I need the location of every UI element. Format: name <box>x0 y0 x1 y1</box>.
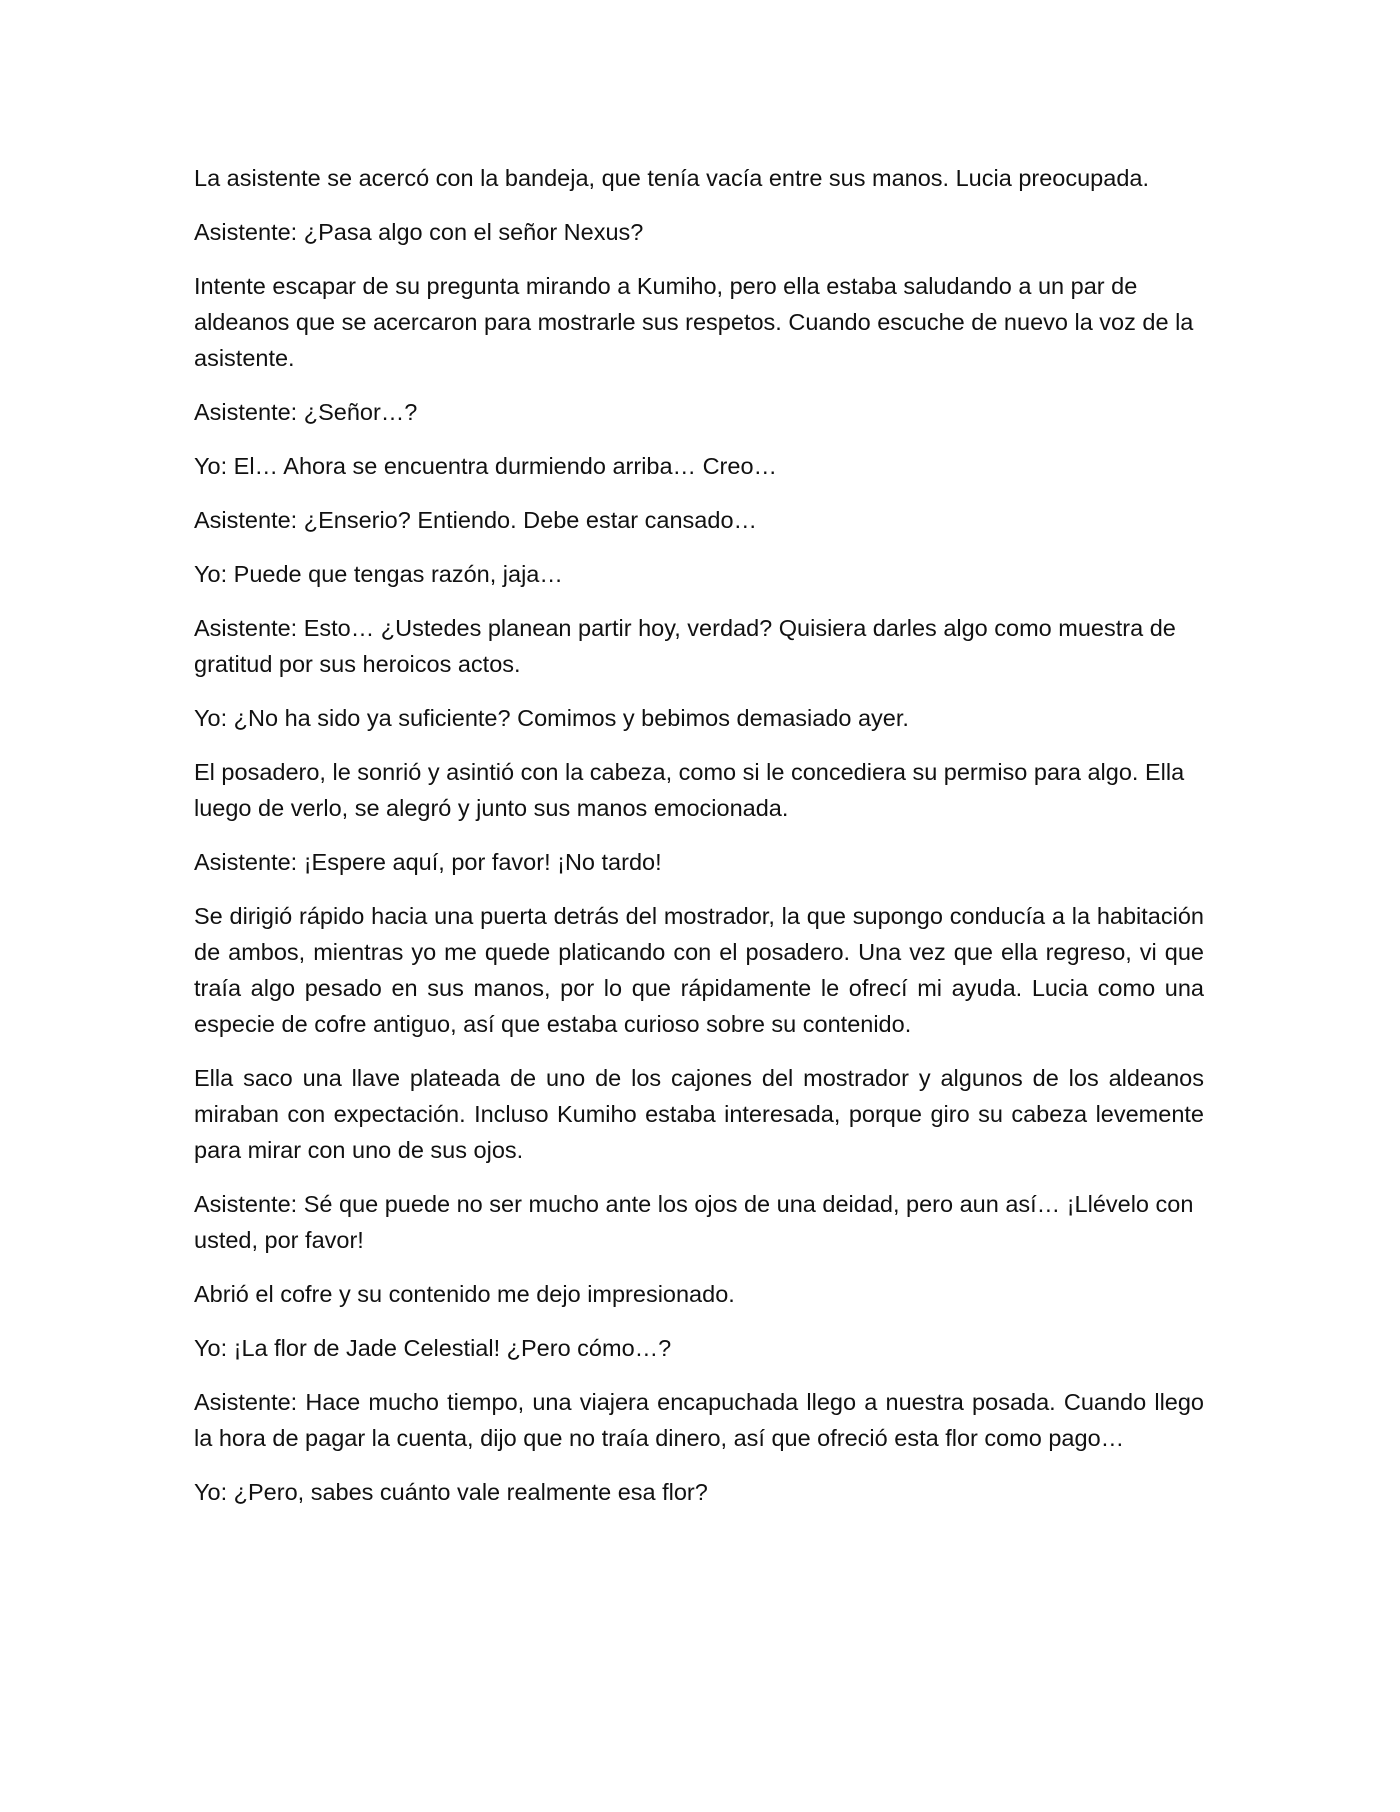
paragraph-11: Asistente: ¡Espere aquí, por favor! ¡No tardo! <box>194 849 662 875</box>
paragraph-16: Yo: ¡La flor de Jade Celestial! ¿Pero cómo…? <box>194 1335 672 1361</box>
paragraph-14: Asistente: Sé que puede no ser mucho ante los ojos de una deidad, pero aun así… ¡Llévelo con usted, por favor! <box>194 1191 1194 1253</box>
paragraph-12: Se dirigió rápido hacia una puerta detrás del mostrador, la que supongo conducía a la habitación de ambos, mientras yo me quede platicando con el posadero. Una vez que ella regreso, vi que traía algo pesado en sus manos, por lo que rápidamente le ofrecí mi ayuda. Lucia como una especie de cofre antiguo, así que estaba curioso sobre su contenido. <box>194 903 1204 1037</box>
paragraph-1: La asistente se acercó con la bandeja, que tenía vacía entre sus manos. Lucia preocupada. <box>194 165 1149 191</box>
paragraph-2: Asistente: ¿Pasa algo con el señor Nexus? <box>194 219 644 245</box>
paragraph-5: Yo: El… Ahora se encuentra durmiendo arriba… Creo… <box>194 453 778 479</box>
paragraph-8: Asistente: Esto… ¿Ustedes planean partir hoy, verdad? Quisiera darles algo como muestra de gratitud por sus heroicos actos. <box>194 615 1176 677</box>
paragraph-10: El posadero, le sonrió y asintió con la cabeza, como si le concediera su permiso para algo. Ella luego de verlo, se alegró y junto sus manos emocionada. <box>194 759 1185 821</box>
paragraph-3: Intente escapar de su pregunta mirando a Kumiho, pero ella estaba saludando a un par de aldeanos que se acercaron para mostrarle sus respetos. Cuando escuche de nuevo la voz de la asistente. <box>194 273 1194 371</box>
document-page <box>194 160 1204 1528</box>
paragraph-15: Abrió el cofre y su contenido me dejo impresionado. <box>194 1281 735 1307</box>
paragraph-6: Asistente: ¿Enserio? Entiendo. Debe estar cansado… <box>194 507 758 533</box>
paragraph-4: Asistente: ¿Señor…? <box>194 399 418 425</box>
paragraph-13: Ella saco una llave plateada de uno de los cajones del mostrador y algunos de los aldeanos miraban con expectación. Incluso Kumiho estaba interesada, porque giro su cabeza levemente para mirar con uno de sus ojos. <box>194 1065 1204 1163</box>
paragraph-18: Yo: ¿Pero, sabes cuánto vale realmente esa flor? <box>194 1479 708 1505</box>
paragraph-9: Yo: ¿No ha sido ya suficiente? Comimos y bebimos demasiado ayer. <box>194 705 909 731</box>
paragraph-17: Asistente: Hace mucho tiempo, una viajera encapuchada llego a nuestra posada. Cuando llego la hora de pagar la cuenta, dijo que no traía dinero, así que ofreció esta flor como pago… <box>194 1389 1204 1451</box>
paragraph-7: Yo: Puede que tengas razón, jaja… <box>194 561 563 587</box>
